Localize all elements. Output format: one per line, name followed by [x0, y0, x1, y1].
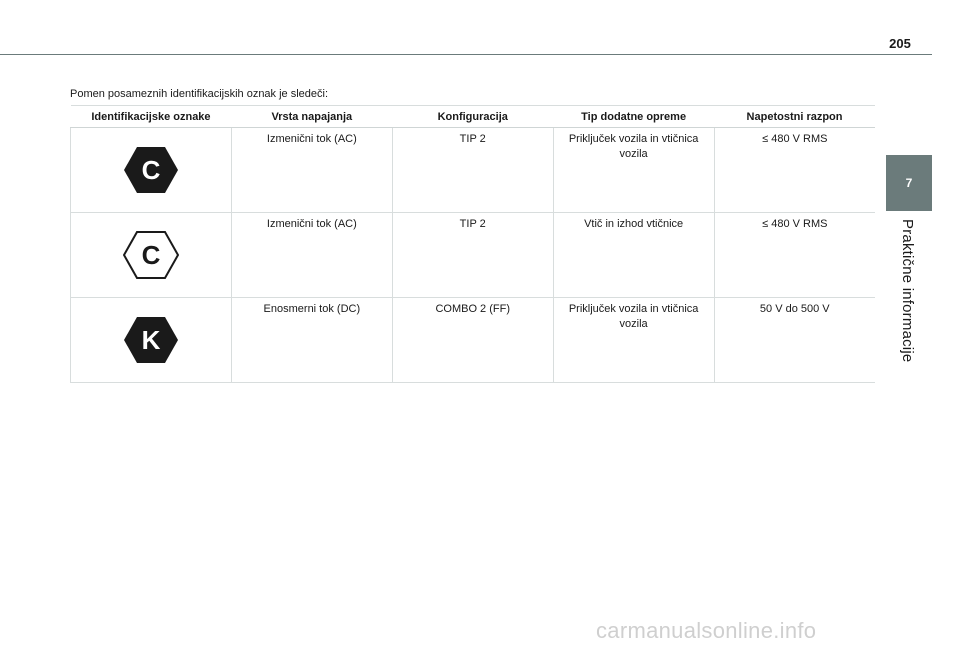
page-number: 205	[889, 36, 911, 51]
hexagon-k-filled-icon	[123, 315, 179, 365]
voltage-cell: ≤ 480 V RMS	[714, 128, 875, 213]
hexagon-c-outline-icon	[123, 230, 179, 280]
configuration-cell: TIP 2	[392, 213, 553, 298]
watermark: carmanualsonline.info	[596, 618, 817, 643]
column-header: Vrsta napajanja	[231, 106, 392, 128]
header-rule	[0, 54, 932, 55]
table-header-row	[71, 106, 876, 128]
chapter-tab[interactable]: 7	[886, 155, 932, 211]
badge-letter: K	[141, 325, 161, 355]
power-type-cell: Izmenični tok (AC)	[231, 213, 392, 298]
table-row	[71, 298, 876, 383]
badge-cell	[71, 213, 232, 298]
table-row	[71, 213, 876, 298]
equipment-cell: Vtič in izhod vtičnice	[553, 213, 714, 298]
identification-table	[70, 105, 875, 383]
power-type-cell: Enosmerni tok (DC)	[231, 298, 392, 383]
column-header: Tip dodatne opreme	[553, 106, 714, 128]
column-header: Identifikacijske oznake	[71, 106, 232, 128]
voltage-cell: ≤ 480 V RMS	[714, 213, 875, 298]
configuration-cell: COMBO 2 (FF)	[392, 298, 553, 383]
column-header: Napetostni razpon	[714, 106, 875, 128]
intro-text: Pomen posameznih identifikacijskih oznak je sledeči:	[70, 88, 329, 100]
column-header: Konfiguracija	[392, 106, 553, 128]
table-row	[71, 128, 876, 213]
equipment-cell: Priključek vozila in vtičnica vozila	[553, 128, 714, 213]
badge-letter: C	[141, 155, 161, 185]
power-type-cell: Izmenični tok (AC)	[231, 128, 392, 213]
badge-letter: C	[141, 240, 161, 270]
chapter-title: Praktične informacije	[899, 219, 916, 363]
hexagon-c-filled-icon	[123, 145, 179, 195]
configuration-cell: TIP 2	[392, 128, 553, 213]
equipment-cell: Priključek vozila in vtičnica vozila	[553, 298, 714, 383]
voltage-cell: 50 V do 500 V	[714, 298, 875, 383]
badge-cell	[71, 128, 232, 213]
badge-cell	[71, 298, 232, 383]
